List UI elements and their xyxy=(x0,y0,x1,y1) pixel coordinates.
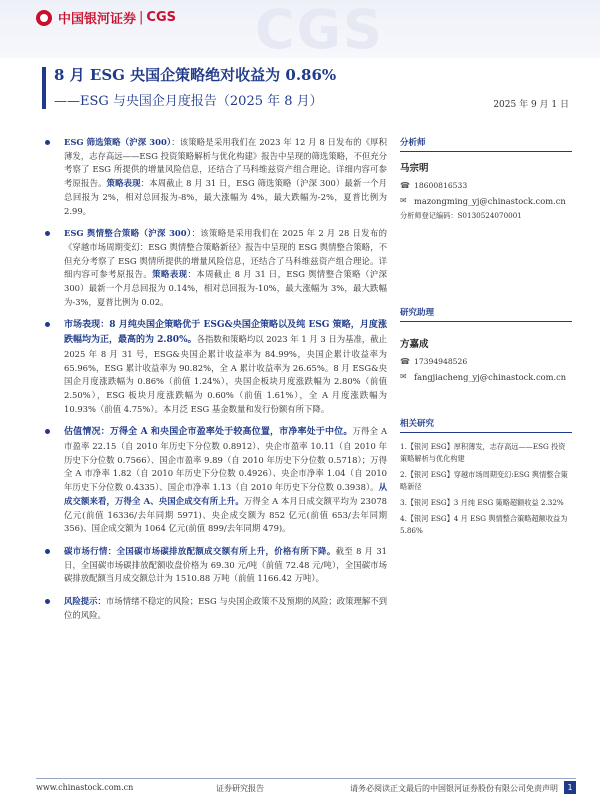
item-body: 各指数和策略均以 2023 年 1 月 3 日为基准，截止 2025 年 8 月 31 号，ESG&央国企累计收益率为 84.99%，央国企累计收益率为 65.96%，ESG 累计收益率为 90.82%，全 A 累计收益率为 26.65%。8 月 ESG&央国企月度涨跌幅为 0.86%（前值 1.24%），央国企板块月度涨跌幅为 2.80%（前值 2.50%），ESG 板块月度涨跌幅为 0.60%（前值 1.61%），全 A 月度涨跌幅为 10.93%（前值 4.75%）。本月泛 ESG 基金数量和发行份额有所下降。 xyxy=(64,334,387,414)
item-lead: ESG 筛选策略（沪深 300） xyxy=(64,137,172,147)
page-footer xyxy=(36,778,576,793)
item-body: 万得全 A 市盈率 22.15（自 2010 年历史下分位数 0.8912）、央企市盈率 10.11（自 2010 年历史下分位数 0.7566）、国企市盈率 9.89（自 2010 年历史下分位数 0.5718）；万得全 A 市净率 1.82（自 2010 年历史下分位数 0.4926）、央企市净率 1.04（自 2010 年历史下分位数 0.4335）、国企市净率 1.13（自 2010 年历史下分位数 0.3938）。 xyxy=(64,426,387,493)
summary-item-risk xyxy=(42,595,387,622)
sidebar xyxy=(400,136,572,541)
bullet-icon xyxy=(45,599,50,604)
email-icon: ✉ xyxy=(400,372,407,381)
analyst-name: 马宗明 xyxy=(400,163,429,174)
footer-report-type: 证券研究报告 xyxy=(216,784,264,793)
summary-item-valuation xyxy=(42,425,387,536)
assistant-phone: 17394948526 xyxy=(414,357,468,366)
bullet-icon xyxy=(45,231,50,236)
assistant-heading: 研究助理 xyxy=(400,306,572,322)
main-content xyxy=(42,136,387,632)
item-body: ：该策略是采用我们在 2023 年 12 月 8 日发布的《厚积薄发，志存高远——ESG 投资策略解析与优化构建》报告中呈现的筛选策略，不但充分考察了 ESG 所提供的增量风险信息，还结合了马科维兹资产组合理论。详细内容可参考原报告。 xyxy=(64,137,387,189)
item-body: 截至 8 月 31 日，全国碳市场碳排放配额收盘价格为 69.30 元/吨（前值 72.48 元/吨），全国碳市场碳排放配额当月成交额总计为 1510.88 万吨（前值 1166.42 万吨）。 xyxy=(64,545,387,584)
analyst-email[interactable]: mazongming_yj@chinastock.com.cn xyxy=(414,196,566,206)
related-item[interactable]: 1.【银河 ESG】厚积薄发，志存高远——ESG 投资策略解析与优化构建 xyxy=(400,442,566,463)
footer-disclaimer: 请务必阅读正文最后的中国银河证券股份有限公司免责声明 xyxy=(350,784,558,793)
analyst-heading: 分析师 xyxy=(400,136,572,152)
assistant-name: 方嘉成 xyxy=(400,339,429,350)
item-body-2: 万得全 A 本月日成交额平均为 23078 亿元(前值 16336/去年同期 5971)、央企成交额为 852 亿元(前值 653/去年同期 356)、国企成交额为 1064 亿元(前值 899/去年同期 479)。 xyxy=(64,495,387,534)
bullet-icon xyxy=(45,429,50,434)
item-lead-2: 策略表现 xyxy=(152,269,188,280)
related-heading: 相关研究 xyxy=(400,417,572,433)
related-list xyxy=(400,441,572,537)
logo-icon xyxy=(36,10,52,26)
report-date: 2025 年 9 月 1 日 xyxy=(493,100,569,110)
report-title: 8 月 ESG 央国企策略绝对收益为 0.86% xyxy=(54,66,337,84)
footer-url[interactable]: www.chinastock.com.cn xyxy=(36,783,134,792)
item-body-2: ：本周截止 8 月 31 日，ESG 筛选策略（沪深 300）最新一个月总回报为 2%，相对总回报为-8%，最大涨幅为 4%，最大跌幅为-2%，夏普比例为 2.99。 xyxy=(64,178,388,216)
item-lead: 估值情况：万得全 A 和央国企市盈率处于较高位置，市净率处于中位。 xyxy=(64,427,353,438)
bullet-icon xyxy=(45,140,50,145)
logo-en-text: CGS xyxy=(146,10,176,25)
item-body: ：该策略是采用我们在 2025 年 2 月 28 日发布的《穿越市场周期变幻：ESG 舆情整合策略新径》报告中呈现的 ESG 舆情整合策略，不但充分考察了 ESG 舆情所提供的增量风险信息，还结合了马科维兹资产组合理论。详细内容可参考原报告。 xyxy=(64,228,387,280)
phone-icon: ☎ xyxy=(400,357,410,366)
assistant-email[interactable]: fangjiacheng_yj@chinastock.com.cn xyxy=(414,372,567,382)
bullet-icon xyxy=(45,549,50,554)
item-lead: 碳市场行情：全国碳市场碳排放配额成交额有所上升，价格有所下降。 xyxy=(64,545,336,556)
report-subtitle: ——ESG 与央国企月度报告（2025 年 8 月） xyxy=(54,94,323,109)
summary-item-carbon xyxy=(42,545,387,586)
item-lead: 风险提示： xyxy=(64,596,106,607)
title-accent-bar xyxy=(42,67,46,109)
related-item[interactable]: 3.【银河 ESG】3 月纯 ESG 策略超额收益 2.32% xyxy=(400,498,564,507)
assistant-phone-row xyxy=(400,356,572,368)
analyst-email-row xyxy=(400,195,572,207)
related-item[interactable]: 4.【银河 ESG】4 月 ESG 舆情整合策略超额收益为 5.86% xyxy=(400,514,568,535)
logo-separator: | xyxy=(139,10,144,25)
item-lead-2: 从成交额来看，万得全 A、央国企成交有所上升。 xyxy=(64,482,387,506)
header-watermark: CGS xyxy=(255,0,384,61)
phone-icon: ☎ xyxy=(400,181,410,190)
item-lead: ESG 舆情整合策略（沪深 300） xyxy=(64,228,192,239)
email-icon: ✉ xyxy=(400,196,407,205)
item-lead: 市场表现：8 月纯央国企策略优于 ESG&央国企策略以及纯 ESG 策略，月度涨跌幅均为正，最高的为 2.80%。 xyxy=(64,320,387,346)
item-body-2: ：本周截止 8 月 31 日，ESG 舆情整合策略（沪深 300）最新一个月总回报为 0.14%，相对总回报为-10%，最大涨幅为 3%，最大跌幅为-3%，夏普比例为 0.02。 xyxy=(64,269,387,307)
item-lead-2: 策略表现 xyxy=(106,178,141,189)
analyst-registration: 分析师登记编码：S0130524070001 xyxy=(400,211,522,220)
summary-item-esg-sentiment xyxy=(42,227,387,309)
bullet-icon xyxy=(45,322,50,327)
analyst-phone: 18600816533 xyxy=(414,181,468,190)
item-body: 市场情绪不稳定的风险；ESG 与央国企政策不及预期的风险；政策理解不到位的风险。 xyxy=(64,596,388,620)
logo-cn-text: 中国银河证券 xyxy=(58,12,137,27)
summary-item-esg-screening xyxy=(42,136,387,218)
assistant-email-row xyxy=(400,371,572,383)
page-number: 1 xyxy=(564,781,576,794)
analyst-phone-row xyxy=(400,180,572,192)
company-logo xyxy=(36,8,176,27)
related-item[interactable]: 2.【银河 ESG】穿越市场周期变幻:ESG 舆情整合策略新径 xyxy=(400,470,568,491)
summary-item-market xyxy=(42,318,387,416)
